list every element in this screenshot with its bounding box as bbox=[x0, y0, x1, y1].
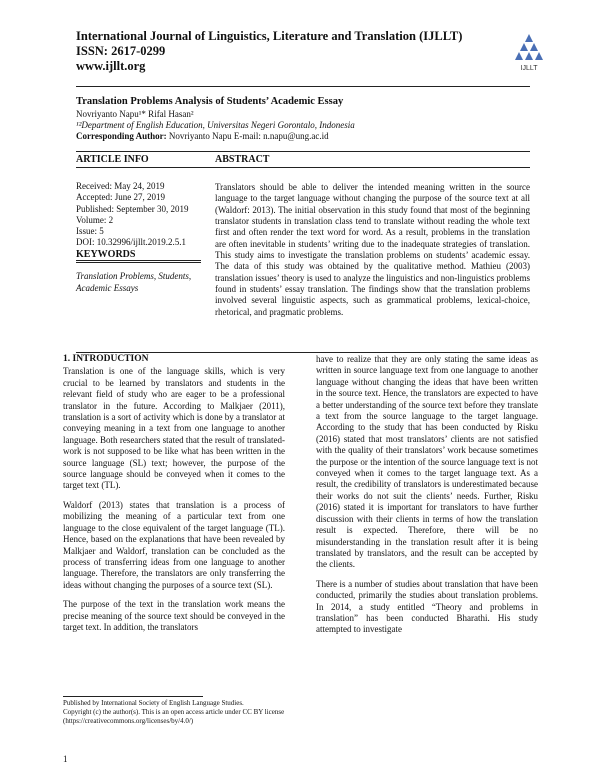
article-info-heading: ARTICLE INFO bbox=[76, 154, 149, 165]
keywords-heading: KEYWORDS bbox=[76, 249, 136, 260]
abstract-text: Translators should be able to deliver the intended meaning written in the source language to the target language without changing the purpose of the source text at all (Waldorf: 2013). The initial observation in this study found that most of the beginning translator students in translation class tend to translate without reading the whole text first and often render the text word for word. As a result, problems in the translation are often inevitable in students’ writing due to the inadequate strategies of translation. This study aims to investigate the translation problems on students’ academic essay. The data of this study was obtained by the qualitative method. Mathieu (2003) translation issues’ theory is used to analyze the linguistics and non-linguistics problems found in students’ essay translation. The findings show that the translation problems involved several linguistic aspects, such as grammatical problems, lexical-choice, rhetorical, and pragmatic problems. bbox=[215, 182, 530, 317]
corresponding-author bbox=[76, 131, 329, 141]
body-divider bbox=[76, 352, 530, 353]
publisher-line: Published by International Society of English Language Studies. bbox=[63, 699, 244, 707]
header-divider bbox=[76, 86, 530, 87]
paragraph: The purpose of the text in the translation work means the precise meaning of the source text should be conveyed in the target text. In addition, the translators bbox=[63, 599, 285, 632]
corresponding-label: Corresponding Author: bbox=[76, 131, 167, 141]
received-date: Received: May 24, 2019 bbox=[76, 181, 165, 191]
article-affiliation: ¹²Department of English Education, Universitas Negeri Gorontalo, Indonesia bbox=[76, 120, 355, 130]
body-column-right bbox=[316, 354, 538, 644]
section-heading-introduction: 1. INTRODUCTION bbox=[63, 354, 149, 364]
body-column-left bbox=[63, 354, 285, 641]
license-line: Copyright (c) the author(s). This is an open access article under CC BY license (https://creativecommons.org/licenses/by/4.0/) bbox=[63, 708, 285, 725]
journal-website[interactable]: www.ijllt.org bbox=[76, 59, 146, 73]
logo-icon bbox=[505, 32, 553, 72]
keywords-rule-double bbox=[76, 262, 201, 263]
footnote bbox=[63, 699, 293, 726]
paragraph: have to realize that they are only stating the same ideas as written in source language text from one language to another language without changing the ideas that have been written in the source text. Hence, the translators are expected to have a better understanding of the source text before they translate a text from the source language to the target language. According to the study that has been conducted by Risku (2016) stated that most translators’ clients are not satisfied with the quality of their translators’ work because sometimes the purpose or the intention of the source language text is not conveyed when it comes to the target language text. As a result, the credibility of translators is underestimated because their works do not suit the clients’ needs. Further, Risku (2016) stated it is important for translators to have further discussion with their clients in terms of how the translation result is expected. Therefore, there will be no misunderstanding in the translation result after it is being translated by translators, and the result can be accepted by the clients. bbox=[316, 354, 538, 570]
logo-text: IJLLT bbox=[520, 65, 538, 72]
journal-issn: ISSN: 2617-0299 bbox=[76, 44, 166, 58]
footnote-rule bbox=[63, 696, 203, 697]
page-number: 1 bbox=[63, 754, 68, 764]
published-date: Published: September 30, 2019 bbox=[76, 203, 189, 214]
journal-logo bbox=[505, 32, 553, 72]
paragraph: Waldorf (2013) states that translation is a process of mobilizing the meaning of a particular text from one language to the close equivalent of the target language (TL). Hence, based on the explanations that have been revealed by Malkjaer and Waldorf, translation can be concluded as the process of transferring ideas from one language to another language. Therefore, the translators are only transferring the ideas without changing the purposes of a source text (SL). bbox=[63, 499, 285, 590]
abstract-heading: ABSTRACT bbox=[215, 154, 270, 165]
doi[interactable]: DOI: 10.32996/ijllt.2019.2.5.1 bbox=[76, 237, 186, 248]
corresponding-value: Novriyanto Napu E-mail: n.napu@ung.ac.id bbox=[168, 131, 329, 141]
issue: Issue: 5 bbox=[76, 226, 104, 237]
paragraph: There is a number of studies about translation that have been conducted, primarily the studies about translation problems. In 2014, a study entitled “Theory and problems in translation” has been conducted Bharathi. His study attempted to investigate bbox=[316, 578, 538, 635]
keywords-list: Translation Problems, Students, Academic Essays bbox=[76, 271, 192, 293]
article-info bbox=[76, 181, 189, 249]
volume: Volume: 2 bbox=[76, 214, 114, 225]
paragraph: Translation is one of the language skills, which is very crucial to be learned by translators and students in the relevant field of study who are eager to be a professional translator in the future. According to Malkjaer (2011), translation is a sort of activity which is done by a translator at conveying meaning in a text from one language to another language. Both researchers stated that the result of translated-work is not supposed to be like what has been written in the source language (SL) text; however, the purpose of the source language should be conveyed when it comes to the target text (TL). bbox=[63, 366, 285, 491]
journal-name: International Journal of Linguistics, Literature and Translation (IJLLT) bbox=[76, 29, 463, 43]
journal-header bbox=[76, 29, 462, 74]
info-bottom-rule bbox=[76, 167, 530, 168]
info-top-rule bbox=[76, 151, 530, 152]
accepted-date: Accepted: June 27, 2019 bbox=[76, 192, 165, 203]
article-title: Translation Problems Analysis of Students’ Academic Essay bbox=[76, 96, 344, 107]
article-authors: Novriyanto Napu¹* Rifal Hasan² bbox=[76, 109, 194, 119]
